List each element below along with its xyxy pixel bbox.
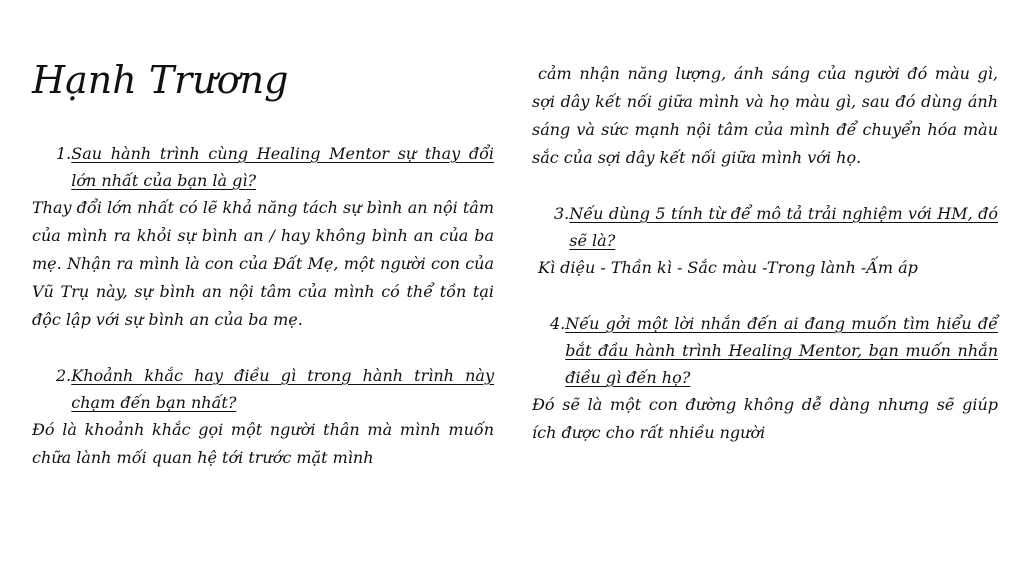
question-3 bbox=[532, 200, 998, 254]
question-1-text: Sau hành trình cùng Healing Mentor sự thay đổi lớn nhất của bạn là gì? bbox=[71, 144, 494, 190]
question-2-number: 2. bbox=[56, 366, 72, 385]
question-4-text: Nếu gởi một lời nhắn đến ai đang muốn tìm hiểu để bắt đầu hành trình Healing Mentor, bạn muốn nhắn điều gì đến họ? bbox=[565, 314, 998, 387]
answer-2: Đó là khoảnh khắc gọi một người thân mà mình muốn chữa lành mối quan hệ tới trước mặt mình bbox=[32, 420, 494, 467]
right-column bbox=[532, 60, 998, 447]
question-3-number: 3. bbox=[554, 204, 570, 223]
answer-4: Đó sẽ là một con đường không dễ dàng nhưng sẽ giúp ích được cho rất nhiều người bbox=[532, 395, 998, 442]
question-1 bbox=[32, 140, 494, 194]
left-column bbox=[32, 140, 494, 472]
question-3-text: Nếu dùng 5 tính từ để mô tả trải nghiệm với HM, đó sẽ là? bbox=[569, 204, 998, 250]
spacer bbox=[532, 172, 998, 200]
spacer bbox=[532, 282, 998, 310]
question-4 bbox=[532, 310, 998, 391]
question-1-number: 1. bbox=[56, 144, 72, 163]
question-2 bbox=[32, 362, 494, 416]
page-title: Hạnh Trương bbox=[32, 58, 289, 102]
spacer bbox=[32, 334, 494, 362]
question-2-text: Khoảnh khắc hay điều gì trong hành trình này chạm đến bạn nhất? bbox=[71, 366, 494, 412]
answer-3: Kì diệu - Thần kì - Sắc màu -Trong lành -Ấm áp bbox=[538, 258, 918, 277]
answer-2-continued: cảm nhận năng lượng, ánh sáng của người đó màu gì, sợi dây kết nối giữa mình và họ màu gì, sau đó dùng ánh sáng và sức mạnh nội tâm của mình để chuyển hóa màu sắc của sợi dây kết nối giữa mình với họ. bbox=[532, 64, 998, 167]
answer-1: Thay đổi lớn nhất có lẽ khả năng tách sự bình an nội tâm của mình ra khỏi sự bình an / hay không bình an của ba mẹ. Nhận ra mình là con của Đất Mẹ, một người con của Vũ Trụ này, sự bình an nội tâm của mình có thể tồn tại độc lập với sự bình an của ba mẹ. bbox=[32, 198, 494, 329]
question-4-number: 4. bbox=[550, 314, 566, 333]
